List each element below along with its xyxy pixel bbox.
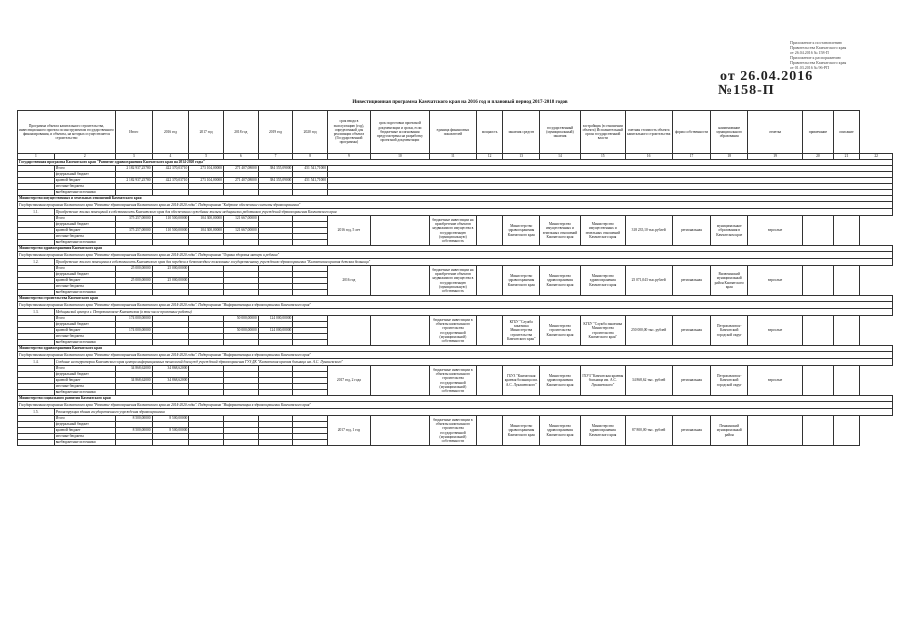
finance-value: 451 541,71000	[293, 178, 328, 184]
header-cell: мощность	[476, 111, 503, 154]
finance-value: 375 257,00000	[115, 216, 152, 222]
ownership-form: региональная	[672, 366, 711, 396]
capacity	[476, 216, 503, 246]
finance-value: 110 500,00000	[152, 228, 189, 234]
item-number: 1.4.	[18, 359, 55, 366]
header-cell: Программа объекта капитального строительства, инвестиционного проекта по инструментам государственного финансирования, и объекты, на которых осуществляется строительство	[18, 111, 116, 154]
finance-label: краевой бюджет	[54, 178, 115, 184]
program-row	[18, 352, 893, 359]
design-term	[370, 416, 429, 446]
finance-label: внебюджетные источники	[54, 390, 115, 396]
row-number	[18, 440, 55, 446]
capacity	[476, 416, 503, 446]
finance-value: 271 407,08000	[223, 178, 258, 184]
header-cell: отметка	[748, 111, 803, 154]
developer: КГБУ "Служба заказчика Министерства строительства Камчатского края"	[580, 316, 625, 346]
remark	[803, 216, 834, 246]
column-number: 2	[54, 154, 115, 160]
header-cell: срок ввода в эксплуатацию (год), определенный для реализации объекта (Государственной программы)	[327, 111, 370, 154]
remark	[803, 366, 834, 396]
finance-label: Итого	[54, 366, 115, 372]
estimated-cost: 34 868,62 тыс. рублей	[625, 366, 672, 396]
design-term	[370, 216, 429, 246]
description	[833, 366, 860, 396]
ownership-form: региональная	[672, 416, 711, 446]
header-cell: государственный (муниципальный) заказчик	[540, 111, 581, 154]
header-cell: 2016 год	[152, 111, 189, 154]
column-number: 19	[748, 154, 803, 160]
finance-value: 25 000,00000	[152, 278, 189, 284]
state-customer: Министерство здравоохранения Камчатского края	[540, 366, 581, 396]
item-name: Реконструкция здания государственного учреждения здравоохранения	[54, 409, 892, 416]
finance-value: 121 667,00000	[223, 216, 258, 222]
column-number: 20	[803, 154, 834, 160]
finance-label: местные бюджеты	[54, 184, 115, 190]
remark	[803, 266, 834, 296]
column-number: 6	[223, 154, 258, 160]
ownership-form: региональная	[672, 266, 711, 296]
finance-value: 50 000,00000	[223, 328, 258, 334]
commissioning-term	[327, 316, 370, 346]
finance-label: федеральный бюджет	[54, 422, 115, 428]
section-title: Государственная программа Камчатского края "Развитие здравоохранения Камчатского края на 2014-2020 годы"	[18, 160, 893, 166]
finance-label: внебюджетные источники	[54, 340, 115, 346]
header-cell: 2019 год	[258, 111, 293, 154]
finance-value	[293, 440, 328, 446]
header-cell: 2017 год	[189, 111, 224, 154]
commissioning-term: 2016 год	[327, 266, 370, 296]
commissioning-term: 2017 год, 2 года	[327, 366, 370, 396]
description	[833, 266, 860, 296]
column-number: 3	[115, 154, 152, 160]
item-row	[18, 209, 893, 216]
finance-value: 124 000,00000	[258, 328, 293, 334]
municipality: Вилючинский муниципальный район Камчатского края	[711, 266, 748, 296]
ownership-form: региональная	[672, 316, 711, 346]
customer: КГБУ "Служба заказчика Министерства строительства Камчатского края"	[503, 316, 540, 346]
finance-label: местные бюджеты	[54, 334, 115, 340]
item-row	[18, 409, 893, 416]
finance-value: 110 500,00000	[152, 216, 189, 222]
mark	[748, 416, 803, 446]
header-cell: сметная стоимость объекта капитального строительства	[625, 111, 672, 154]
ministry-name: Министерство имущественных и земельных отношений Камчатского края	[18, 196, 893, 202]
finance-value: 121 667,00000	[223, 228, 258, 234]
column-number: 9	[327, 154, 370, 160]
item-row	[18, 309, 893, 316]
column-number: 5	[189, 154, 224, 160]
registration-date: от 26.04.2016	[720, 69, 814, 84]
design-term	[370, 316, 429, 346]
program-name: Государственная программа Камчатского края "Развитие здравоохранения Камчатского края на 2014-2020 годы". Подпрограмма "Информатизация в здравоохранении Камчатского края"	[18, 402, 893, 409]
header-cell: примечание	[803, 111, 834, 154]
finance-label: федеральный бюджет	[54, 172, 115, 178]
header-cell: Итого	[115, 111, 152, 154]
finance-value: 25 000,00000	[152, 266, 189, 272]
header-cell: единица финансовых показателей	[429, 111, 476, 154]
header-cell: застройщик (в отношении объекта) Исполнительный орган государственной власти	[580, 111, 625, 154]
program-row	[18, 252, 893, 259]
item-name: Приобретение жилого помещения в собственность Камчатского края для передачи в безвозмездное пользование государственному учреждению здравоохранения "Камчатская краевая детская больница"	[54, 259, 892, 266]
finance-label: Итого	[54, 316, 115, 322]
header-row	[18, 111, 893, 154]
finance-value: 50 000,00000	[223, 316, 258, 322]
header-cell: 2018 год	[223, 111, 258, 154]
ministry-name: Министерство социального развития Камчатского края	[18, 396, 893, 402]
capacity	[476, 266, 503, 296]
finance-value	[258, 440, 293, 446]
design-term	[370, 266, 429, 296]
finance-value	[189, 440, 224, 446]
finance-label: федеральный бюджет	[54, 322, 115, 328]
developer: ГБУЗ "Камчатская краевая больница им. А.С. Лукашевского"	[580, 366, 625, 396]
finance-value: 124 000,00000	[258, 316, 293, 322]
finance-value: 422 370,03710	[152, 166, 189, 172]
ministry-name: Министерство здравоохранения Камчатского края	[18, 346, 893, 352]
finance-value: 104 300,00000	[189, 228, 224, 234]
item-name: Приобретение жилых помещений в собственность Камчатского края для обеспечения служебным жильем медицинских работников учреждений здравоохранения Камчатского края	[54, 209, 892, 216]
developer: Министерство имущественных и земельных отношений Камчатского края	[580, 216, 625, 246]
finance-value: 273 104,00000	[189, 178, 224, 184]
finance-label: краевой бюджет	[54, 328, 115, 334]
finance-label: внебюджетные источники	[54, 190, 115, 196]
investment-description: бюджетные инвестиции в объекты капитального строительства государственной (муниципальной) собственности	[429, 366, 476, 396]
finance-label: внебюджетные источники	[54, 290, 115, 296]
finance-value: 384 355,09000	[258, 166, 293, 172]
finance-value: 104 300,00000	[189, 216, 224, 222]
municipality: Петропавловск-Камчатский городской округ	[711, 366, 748, 396]
header-cell: форма собственности	[672, 111, 711, 154]
estimated-cost: 318 235,10 тыс.рублей	[625, 216, 672, 246]
column-number: 17	[672, 154, 711, 160]
finance-value	[223, 440, 258, 446]
investment-description: бюджетные инвестиции в объекты капитального строительства государственной (муниципальной) собственности	[429, 416, 476, 446]
registration-number: №158-П	[718, 83, 775, 98]
finance-label: Итого	[54, 216, 115, 222]
finance-value: 8 500,00000	[115, 416, 152, 422]
finance-label: федеральный бюджет	[54, 372, 115, 378]
mark: взрослые	[748, 216, 803, 246]
stamp-line: Приложение к распоряжению	[790, 55, 841, 60]
state-customer: Министерство имущественных и земельных отношений Камчатского края	[540, 216, 581, 246]
item-number: 1.2.	[18, 259, 55, 266]
program-row	[18, 202, 893, 209]
header-cell: 2020 год	[293, 111, 328, 154]
finance-value: 8 500,00000	[152, 416, 189, 422]
item-number: 1.5.	[18, 409, 55, 416]
capacity	[476, 316, 503, 346]
column-number: 7	[258, 154, 293, 160]
developer: Министерство здравоохранения Камчатского края	[580, 416, 625, 446]
investment-description: бюджетные инвестиции в объекты капитального строительства государственной (муниципальной) собственности	[429, 316, 476, 346]
customer: Министерство здравоохранения Камчатского края	[503, 416, 540, 446]
investment-table	[17, 110, 893, 446]
stamp-line: от 01.03.2016 № 96-РП	[790, 65, 829, 70]
header-cell: описание	[833, 111, 860, 154]
approval-stamp	[790, 40, 900, 70]
column-number: 1	[18, 154, 55, 160]
finance-label: местные бюджеты	[54, 434, 115, 440]
column-number: 15	[580, 154, 625, 160]
finance-value: 422 370,03710	[152, 178, 189, 184]
finance-value: 174 000,00000	[115, 316, 152, 322]
finance-value: 25 000,00000	[115, 278, 152, 284]
column-number: 8	[293, 154, 328, 160]
column-number: 22	[860, 154, 893, 160]
finance-value: 451 541,71000	[293, 166, 328, 172]
ministry-name: Министерство здравоохранения Камчатского края	[18, 246, 893, 252]
finance-value: 174 000,00000	[115, 328, 152, 334]
remark	[803, 416, 834, 446]
finance-label: местные бюджеты	[54, 234, 115, 240]
finance-value: 384 355,09000	[258, 178, 293, 184]
finance-label: местные бюджеты	[54, 384, 115, 390]
municipality: Пенжинский муниципальный район	[711, 416, 748, 446]
finance-label: федеральный бюджет	[54, 222, 115, 228]
finance-value: 2 182 937,25780	[115, 166, 152, 172]
investment-description: бюджетные инвестиции на приобретение объектов недвижимого имущества в государственную (муниципальную) собственность	[429, 266, 476, 296]
finance-value: 375 257,00000	[115, 228, 152, 234]
finance-label: краевой бюджет	[54, 278, 115, 284]
stamp-line: от 26.04.2016 № 158-П	[790, 50, 829, 55]
finance-label: федеральный бюджет	[54, 272, 115, 278]
stamp-line: Приложение к постановлению	[790, 40, 843, 45]
column-number: 11	[429, 154, 476, 160]
stamp-line: Правительства Камчатского края	[790, 45, 847, 50]
finance-value: 273 104,00000	[189, 166, 224, 172]
mark: взрослые	[748, 266, 803, 296]
finance-label: Итого	[54, 266, 115, 272]
estimated-cost: 250 000,00 тыс. рублей	[625, 316, 672, 346]
ministry-name: Министерство строительства Камчатского края	[18, 296, 893, 302]
finance-label: Итого	[54, 166, 115, 172]
finance-value: 8 500,00000	[152, 428, 189, 434]
municipality: Петропавловск-Камчатский городской округ	[711, 316, 748, 346]
column-number: 18	[711, 154, 748, 160]
item-number: 1.3.	[18, 309, 55, 316]
program-row	[18, 302, 893, 309]
customer: Министерство здравоохранения Камчатского края	[503, 216, 540, 246]
item-row	[18, 359, 893, 366]
finance-value	[152, 440, 189, 446]
description	[833, 416, 860, 446]
finance-value: 2 182 937,25780	[115, 178, 152, 184]
program-name: Государственная программа Камчатского края "Развитие здравоохранения Камчатского края на 2014-2020 годы". Подпрограмма "Информатизация в здравоохранении Камчатского края"	[18, 352, 893, 359]
document-title: Инвестиционная программа Камчатского края на 2016 год и плановый период 2017-2018 годов	[352, 100, 568, 105]
commissioning-term: 2017 год, 1 год	[327, 416, 370, 446]
finance-label: краевой бюджет	[54, 378, 115, 384]
header-cell: заказчик средств	[503, 111, 540, 154]
finance-value: 34 868,62000	[115, 378, 152, 384]
commissioning-term: 2016 год, 5 лет	[327, 216, 370, 246]
investment-description: бюджетные инвестиции на приобретение объектов недвижимого имущества в государственную (муниципальную) собственность	[429, 216, 476, 246]
remark	[803, 316, 834, 346]
description	[833, 316, 860, 346]
finance-value: 25 000,00000	[115, 266, 152, 272]
finance-label: внебюджетные источники	[54, 240, 115, 246]
state-customer: Министерство строительства Камчатского края	[540, 316, 581, 346]
finance-value: 8 500,00000	[115, 428, 152, 434]
mark: взрослые	[748, 366, 803, 396]
header-cell: наименование муниципального образования	[711, 111, 748, 154]
column-number: 12	[476, 154, 503, 160]
finance-value: 34 868,62000	[152, 378, 189, 384]
item-number: 1.1.	[18, 209, 55, 216]
finance-label: краевой бюджет	[54, 428, 115, 434]
mark: взрослые	[748, 316, 803, 346]
customer: ГБУЗ "Камчатская краевая больница им. А.С. Лукашевского"	[503, 366, 540, 396]
finance-value	[115, 440, 152, 446]
column-number: 13	[503, 154, 540, 160]
item-row	[18, 259, 893, 266]
stamp-line: Правительства Камчатского края	[790, 60, 847, 65]
finance-value: 34 868,62000	[115, 366, 152, 372]
column-number: 10	[370, 154, 429, 160]
description	[833, 216, 860, 246]
program-name: Государственная программа Камчатского края "Развитие здравоохранения Камчатского края на 2014-2020 годы". Подпрограмма "Охрана здоровья матери и ребенка"	[18, 252, 893, 259]
finance-label: внебюджетные источники	[54, 440, 115, 446]
column-number: 14	[540, 154, 581, 160]
program-name: Государственная программа Камчатского края "Развитие здравоохранения Камчатского края на 2014-2020 годы". Подпрограмма "Кадровое обеспечение системы здравоохранения"	[18, 202, 893, 209]
ownership-form: региональная	[672, 216, 711, 246]
municipality: муниципальные образования в Камчатском крае	[711, 216, 748, 246]
program-name: Государственная программа Камчатского края "Развитие здравоохранения Камчатского края на 2014-2020 годы". Подпрограмма "Информатизация в здравоохранении Камчатского края"	[18, 302, 893, 309]
developer: Министерство здравоохранения Камчатского края	[580, 266, 625, 296]
column-number: 16	[625, 154, 672, 160]
state-customer: Министерство здравоохранения Камчатского края	[540, 416, 581, 446]
finance-label: краевой бюджет	[54, 228, 115, 234]
state-customer: Министерство здравоохранения Камчатского края	[540, 266, 581, 296]
column-number: 21	[833, 154, 860, 160]
item-name: Медицинский центр в г. Петропавловске-Камчатском (в том числе проектные работы)	[54, 309, 892, 316]
finance-label: местные бюджеты	[54, 284, 115, 290]
finance-label: Итого	[54, 416, 115, 422]
item-name: Создание на территории Камчатского края центра информационных технологий для нужд учреждений здравоохранения ГУЗ ДК "Камчатская краевая больница им. А.С. Лукашевского"	[54, 359, 892, 366]
header-cell: срок подготовки проектной документации и сроки, если бюджетные ассигнования предусмотрены на разработку проектной документации	[370, 111, 429, 154]
program-row	[18, 402, 893, 409]
column-number: 4	[152, 154, 189, 160]
capacity	[476, 366, 503, 396]
estimated-cost: 25 071,043 тыс.рублей	[625, 266, 672, 296]
estimated-cost: 87 800,00 тыс. рублей	[625, 416, 672, 446]
finance-value: 271 407,08000	[223, 166, 258, 172]
customer: Министерство здравоохранения Камчатского края	[503, 266, 540, 296]
design-term	[370, 366, 429, 396]
finance-value: 34 868,62000	[152, 366, 189, 372]
